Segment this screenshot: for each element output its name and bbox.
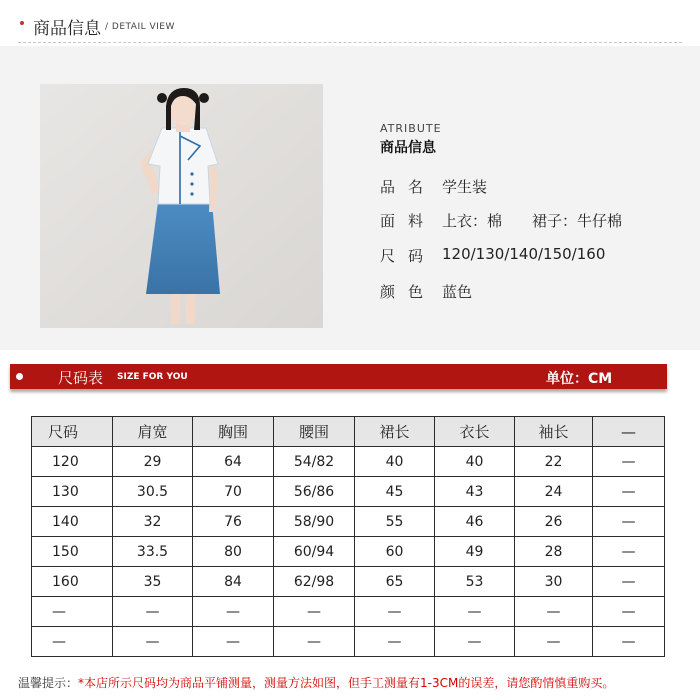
column-header: 衣长 xyxy=(435,417,515,447)
attribute-key: 颜色 xyxy=(380,283,437,301)
table-cell: 60 xyxy=(355,537,435,567)
table-cell: 65 xyxy=(355,567,435,597)
table-cell: 29 xyxy=(113,447,193,477)
table-row xyxy=(32,477,665,507)
section-header xyxy=(0,0,700,46)
attribute-key: 面料 xyxy=(380,212,437,230)
attribute-key: 品名 xyxy=(380,178,437,196)
table-cell: — xyxy=(193,627,274,657)
table-cell: — xyxy=(32,627,113,657)
table-cell: — xyxy=(593,597,665,627)
table-cell: — xyxy=(593,507,665,537)
table-cell: — xyxy=(593,477,665,507)
table-cell: 22 xyxy=(515,447,593,477)
note-label: 温馨提示： xyxy=(18,676,79,690)
table-cell: — xyxy=(355,627,435,657)
table-cell: 53 xyxy=(435,567,515,597)
table-cell: — xyxy=(435,627,515,657)
table-cell: 46 xyxy=(435,507,515,537)
table-cell: 70 xyxy=(193,477,274,507)
attribute-value: 蓝色 xyxy=(442,283,473,301)
note-text: *本店所示尺码均为商品平铺测量，测量方法如图，但手工测量有1-3CM的误差，请您酌情慎重购买。 xyxy=(78,676,615,690)
table-row xyxy=(32,567,665,597)
table-cell: 140 xyxy=(32,507,113,537)
dashed-divider xyxy=(18,42,682,43)
table-cell: 43 xyxy=(435,477,515,507)
table-cell: — xyxy=(593,537,665,567)
table-cell: — xyxy=(32,597,113,627)
table-cell: — xyxy=(515,627,593,657)
table-cell: 58/90 xyxy=(274,507,355,537)
unit-label: 单位：CM xyxy=(546,371,613,387)
table-cell: — xyxy=(593,447,665,477)
column-header: 袖长 xyxy=(515,417,593,447)
table-cell: 130 xyxy=(32,477,113,507)
atribute-label: ATRIBUTE xyxy=(380,122,442,135)
column-header: 肩宽 xyxy=(113,417,193,447)
table-cell: 40 xyxy=(355,447,435,477)
table-cell: 80 xyxy=(193,537,274,567)
table-cell: — xyxy=(355,597,435,627)
section-title: 商品信息 xyxy=(33,19,101,39)
table-cell: 30.5 xyxy=(113,477,193,507)
table-cell: 49 xyxy=(435,537,515,567)
attribute-value: 120/130/140/150/160 xyxy=(442,245,606,263)
size-chart-banner xyxy=(10,364,667,389)
table-cell: 40 xyxy=(435,447,515,477)
size-chart-title: 尺码表 xyxy=(58,369,104,387)
bullet-dot-icon xyxy=(20,21,24,25)
table-cell: 32 xyxy=(113,507,193,537)
table-cell: — xyxy=(274,627,355,657)
table-cell: — xyxy=(435,597,515,627)
table-cell: — xyxy=(113,627,193,657)
table-cell: 60/94 xyxy=(274,537,355,567)
table-cell: 62/98 xyxy=(274,567,355,597)
column-header: 胸围 xyxy=(193,417,274,447)
table-cell: 24 xyxy=(515,477,593,507)
table-cell: — xyxy=(113,597,193,627)
table-cell: 26 xyxy=(515,507,593,537)
column-header: 腰围 xyxy=(274,417,355,447)
girl-in-student-uniform-image xyxy=(40,84,323,328)
table-row xyxy=(32,627,665,657)
table-cell: 45 xyxy=(355,477,435,507)
table-cell: 120 xyxy=(32,447,113,477)
table-header-row xyxy=(32,417,665,447)
attribute-value: 上衣：棉 裙子：牛仔棉 xyxy=(442,212,623,230)
section-subtitle: / DETAIL VIEW xyxy=(105,22,175,32)
table-cell: — xyxy=(593,627,665,657)
table-cell: 160 xyxy=(32,567,113,597)
table-cell: — xyxy=(193,597,274,627)
column-header: 尺码 xyxy=(32,417,113,447)
table-row xyxy=(32,597,665,627)
table-cell: — xyxy=(593,567,665,597)
table-cell: 28 xyxy=(515,537,593,567)
table-cell: 84 xyxy=(193,567,274,597)
table-cell: 76 xyxy=(193,507,274,537)
table-cell: 56/86 xyxy=(274,477,355,507)
table-cell: — xyxy=(515,597,593,627)
table-cell: 35 xyxy=(113,567,193,597)
table-cell: 30 xyxy=(515,567,593,597)
table-cell: — xyxy=(274,597,355,627)
table-cell: 55 xyxy=(355,507,435,537)
table-row xyxy=(32,447,665,477)
size-chart-subtitle: SIZE FOR YOU xyxy=(117,372,188,382)
table-cell: 33.5 xyxy=(113,537,193,567)
table-row xyxy=(32,507,665,537)
table-cell: 54/82 xyxy=(274,447,355,477)
product-photo xyxy=(40,84,323,328)
size-table xyxy=(31,416,665,657)
attribute-value: 学生装 xyxy=(442,178,488,196)
column-header: 裙长 xyxy=(355,417,435,447)
table-cell: 64 xyxy=(193,447,274,477)
table-cell: 150 xyxy=(32,537,113,567)
product-info-title: 商品信息 xyxy=(380,140,436,156)
size-note xyxy=(18,674,614,691)
column-header: — xyxy=(593,417,665,447)
table-row xyxy=(32,537,665,567)
attribute-key: 尺码 xyxy=(380,247,437,265)
